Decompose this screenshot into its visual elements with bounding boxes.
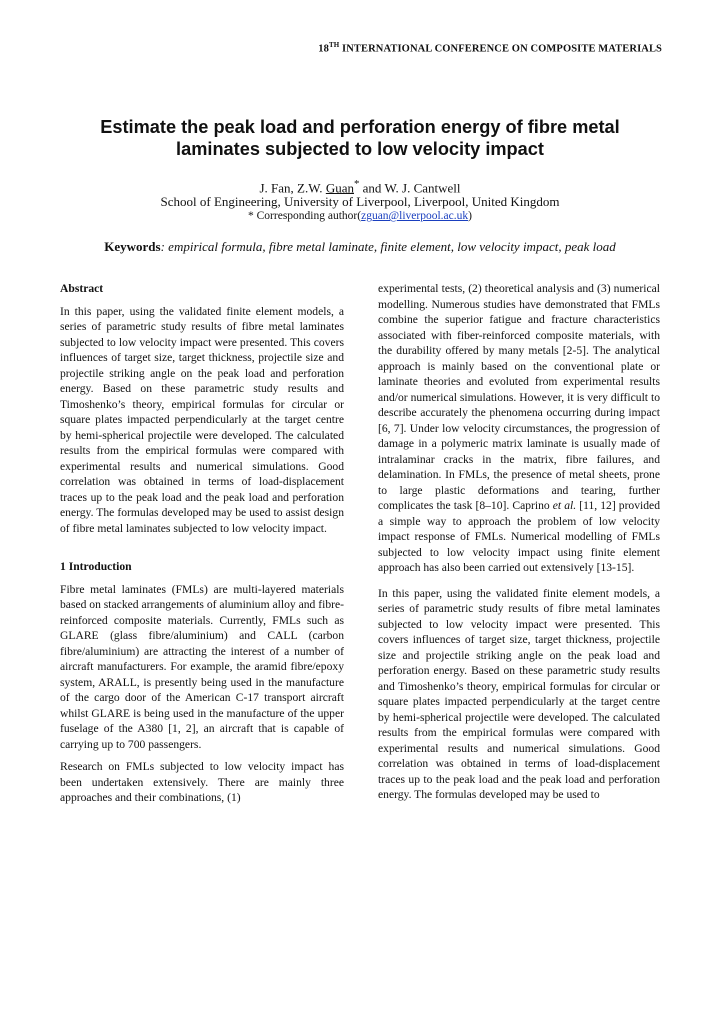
- email-link[interactable]: zguan@liverpool.ac.uk: [361, 210, 469, 222]
- intro-paragraph-3: [378, 281, 660, 576]
- left-column: [60, 281, 344, 813]
- header-number: 18: [318, 43, 329, 55]
- corresponding-close: ): [468, 210, 472, 222]
- intro-p3-end: [11, 12] provided a simple way to approach the problem of low velocity impact response of FMLs. Numerical modelling of FMLs subjected to low velocity impact using finite element approach has also been carried out extensively [13-15].: [378, 499, 660, 574]
- affiliation: School of Engineering, University of Liverpool, Liverpool, United Kingdom: [160, 194, 560, 209]
- abstract-text: In this paper, using the validated finite element models, a series of parametric study results of fibre metal laminates subjected to low velocity impact were presented. This covers influences of target size, target thickness, projectile size and projectile striking angle on the peak load and perforation energy. Based on these parametric study results and Timoshenko’s theory, empirical formulas for circular or square plates impacted perpendicularly at the target centre by hemi-spherical projectile were developed. The calculated results from the empirical formulas were compared with experimental results and numerical simulations. Good correlation was obtained in terms of load-displacement traces up to the peak load and the peak load and perforation energy. The formulas developed may be used to assist design of fibre metal laminates subjected to low velocity impact.: [60, 304, 344, 535]
- keywords-text: : empirical formula, fibre metal laminate, finite element, low velocity impact, peak load: [160, 239, 616, 254]
- intro-paragraph-4: In this paper, using the validated finite element models, a series of parametric study results of fibre metal laminates subjected to low velocity impact were presented. This covers influences of target size, target thickness, projectile size and projectile striking angle on the peak load and perforation energy. Based on these parametric study results and Timoshenko’s theory, empirical formulas for circular or square plates impacted perpendicularly at the target centre by hemi-spherical projectile were developed. The calculated results from the empirical formulas were compared with experimental results and numerical simulations. Good correlation was obtained in terms of load-displacement traces up to the peak load and the peak load and perforation energy. The formulas developed may be used to: [378, 586, 660, 801]
- intro-paragraph-2: Research on FMLs subjected to low velocity impact has been undertaken extensively. There are mainly three approaches and their combinations, (1): [60, 760, 344, 804]
- authors-first: J. Fan, Z.W.: [259, 180, 326, 196]
- right-column: [378, 281, 660, 810]
- authors-rest: and W. J. Cantwell: [359, 180, 461, 196]
- author-guan: Guan: [325, 180, 354, 196]
- corresponding-label: * Corresponding author(: [248, 210, 362, 222]
- corresponding-author: [0, 209, 720, 224]
- intro-heading: 1 Introduction: [60, 560, 132, 573]
- header-superscript: TH: [329, 41, 340, 49]
- header-text: INTERNATIONAL CONFERENCE ON COMPOSITE MATERIALS: [339, 43, 662, 55]
- intro-p3-start: experimental tests, (2) theoretical analysis and (3) numerical modelling. Numerous studies have demonstrated that FMLs combine the superior fatigue and fracture characteristics associated with fiber-reinforced composite materials, with the durability offered by many metals [2-5]. The analytical approach is mainly based on the conventional plate or laminate theories and evoluted from experimental results and/or numerical simulations. However, it is very difficult to describe accurately the phenomena occurring during impact [6, 7]. Under low velocity circumstances, the progression of damage in a polymeric matrix laminate is usually made of intralaminar cracks in the matrix, fibre failures, and delamination. In FMLs, the presence of metal sheets, prone to large plastic deformations and tearing, further complicates the task [8–10]. Caprino: [378, 282, 660, 512]
- keywords: [100, 238, 620, 255]
- intro-paragraph-1: Fibre metal laminates (FMLs) are multi-layered materials based on stacked arrangements of aluminium alloy and fibre-reinforced composite materials. Currently, FMLs such as GLARE (glass fibre/aluminium) and CALL (carbon fibre/aluminium) are attracting the interest of a number of aircraft manufacturers. For example, the aramid fibre/epoxy system, ARALL, is presently being used in the manufacture of the cargo door of the American C-17 transport aircraft whilst GLARE is being used in the manufacture of the upper fuselage of the A380 [1, 2], an aircraft that is capable of carrying up to 700 passengers.: [60, 582, 344, 751]
- paper-title: Estimate the peak load and perforation energy of fibre metal laminates subjected to low velocity impact: [100, 117, 620, 159]
- keywords-label: Keywords: [104, 239, 161, 254]
- conference-header: [0, 41, 720, 55]
- intro-p3-etal: et al.: [552, 499, 577, 512]
- author-star: *: [353, 178, 360, 190]
- abstract-heading: Abstract: [60, 282, 104, 295]
